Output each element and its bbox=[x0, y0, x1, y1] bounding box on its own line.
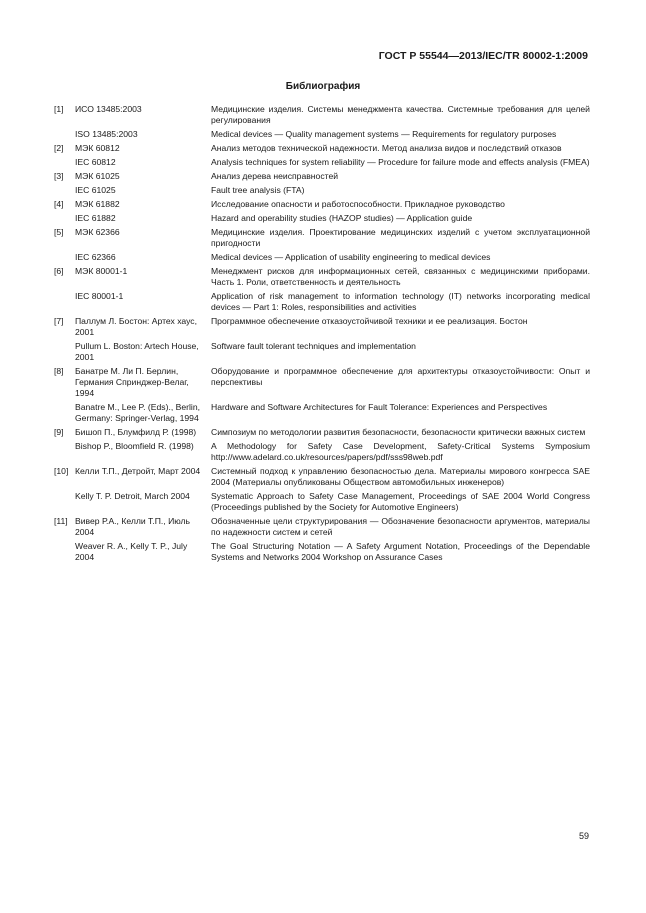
entry-number: [7] bbox=[54, 316, 64, 326]
bibliography-entry bbox=[54, 466, 590, 513]
entry-reference: IEC 61882 bbox=[75, 213, 116, 223]
entry-reference: МЭК 80001-1 bbox=[75, 266, 128, 276]
entry-item bbox=[75, 227, 590, 249]
entry-description: Симпозиум по методологии развития безопасности, безопасности критически важных систем bbox=[211, 427, 586, 437]
entry-description: Systematic Approach to Safety Case Management, Proceedings of SAE 2004 World Congress (Proceedings published by the Society for Automotive Engineers) bbox=[211, 491, 590, 512]
entry-item bbox=[75, 252, 590, 263]
entry-description: Медицинские изделия. Проектирование медицинских изделий с учетом эксплуатационной пригодности bbox=[211, 227, 590, 248]
entry-item bbox=[75, 427, 590, 438]
entry-reference: Паллум Л. Бостон: Артех хаус, 2001 bbox=[75, 316, 197, 337]
entry-item bbox=[75, 171, 590, 182]
entry-description: Medical devices — Quality management systems — Requirements for regulatory purposes bbox=[211, 129, 557, 139]
entry-number: [5] bbox=[54, 227, 64, 237]
entry-number: [4] bbox=[54, 199, 64, 209]
entry-item bbox=[75, 366, 590, 399]
entry-item bbox=[75, 199, 590, 210]
entry-description: Application of risk management to information technology (IT) networks incorporating medical devices — Part 1: Roles, responsibilities and activities bbox=[211, 291, 590, 312]
bibliography-entry bbox=[54, 266, 590, 313]
entry-description: Системный подход к управлению безопасностью дела. Материалы мирового конгресса SAE 2004 (Материалы опубликованы Обществом автомобильных инженеров) bbox=[211, 466, 590, 487]
entry-description: Медицинские изделия. Системы менеджмента качества. Системные требования для целей регулирования bbox=[211, 104, 590, 125]
entry-reference: Bishop P., Bloomfield R. (1998) bbox=[75, 441, 194, 451]
entry-item bbox=[75, 291, 590, 313]
entry-description: Анализ методов технической надежности. Метод анализа видов и последствий отказов bbox=[211, 143, 562, 153]
entry-reference: Pullum L. Boston: Artech House, 2001 bbox=[75, 341, 199, 362]
entry-item bbox=[75, 466, 590, 488]
entry-reference: Бишоп П., Блумфилд Р. (1998) bbox=[75, 427, 197, 437]
entry-reference: IEC 80001-1 bbox=[75, 291, 124, 301]
entry-reference: IEC 62366 bbox=[75, 252, 116, 262]
entry-description: Менеджмент рисков для информационных сетей, связанных с медицинскими приборами. Часть 1. Роли, ответственность и деятельность bbox=[211, 266, 590, 287]
entry-reference: Kelly T. P. Detroit, March 2004 bbox=[75, 491, 190, 501]
entry-description: Программное обеспечение отказоустойчивой техники и ее реализация. Бостон bbox=[211, 316, 528, 326]
entry-item bbox=[75, 213, 590, 224]
entry-item bbox=[75, 143, 590, 154]
entry-description: Fault tree analysis (FTA) bbox=[211, 185, 305, 195]
entry-item bbox=[75, 266, 590, 288]
entry-item bbox=[75, 541, 590, 563]
entry-reference: Banatre M., Lee P. (Eds)., Berlin, Germany: Springer-Verlag, 1994 bbox=[75, 402, 200, 423]
entry-description: Анализ дерева неисправностей bbox=[211, 171, 339, 181]
entry-description: Analysis techniques for system reliability — Procedure for failure mode and effects analysis (FMEA) bbox=[211, 157, 590, 167]
entry-reference: МЭК 61882 bbox=[75, 199, 120, 209]
entry-item bbox=[75, 157, 590, 168]
bibliography-entry bbox=[54, 104, 590, 140]
entry-item bbox=[75, 104, 590, 126]
entry-reference: Банатре М. Ли П. Берлин, Германия Спринджер-Велаг, 1994 bbox=[75, 366, 189, 398]
entry-reference: МЭК 60812 bbox=[75, 143, 120, 153]
entry-reference: Келли Т.П., Детройт, Март 2004 bbox=[75, 466, 201, 476]
entry-description: Hazard and operability studies (HAZOP studies) — Application guide bbox=[211, 213, 473, 223]
entry-item bbox=[75, 441, 590, 463]
entry-reference: МЭК 61025 bbox=[75, 171, 120, 181]
entry-item bbox=[75, 402, 590, 424]
bibliography-entry bbox=[54, 171, 590, 196]
entry-description: A Methodology for Safety Case Development, Safety-Critical Systems Symposium http://www.adelard.co.uk/resources/papers/pdf/sss98web.pdf bbox=[211, 441, 590, 462]
entry-description: Hardware and Software Architectures for Fault Tolerance: Experiences and Perspectives bbox=[211, 402, 548, 412]
entry-reference: ISO 13485:2003 bbox=[75, 129, 138, 139]
entry-number: [10] bbox=[54, 466, 69, 476]
entry-description: Medical devices — Application of usability engineering to medical devices bbox=[211, 252, 491, 262]
bibliography-entry bbox=[54, 516, 590, 563]
entry-number: [9] bbox=[54, 427, 64, 437]
entry-description: Исследование опасности и работоспособности. Прикладное руководство bbox=[211, 199, 505, 209]
bibliography-entry bbox=[54, 366, 590, 424]
bibliography-entry bbox=[54, 316, 590, 363]
bibliography-entry bbox=[54, 143, 590, 168]
entry-reference: Weaver R. A., Kelly T. P., July 2004 bbox=[75, 541, 188, 562]
entry-item bbox=[75, 129, 590, 140]
entry-item bbox=[75, 341, 590, 363]
entry-number: [3] bbox=[54, 171, 64, 181]
page-number: 59 bbox=[578, 831, 589, 841]
entry-item bbox=[75, 316, 590, 338]
entry-description: The Goal Structuring Notation — A Safety Argument Notation, Proceedings of the Dependable Systems and Networks 2004 Workshop on Assurance Cases bbox=[211, 541, 590, 562]
entry-reference: IEC 60812 bbox=[75, 157, 116, 167]
document-header: ГОСТ Р 55544—2013/IEC/TR 80002-1:2009 bbox=[378, 50, 588, 62]
bibliography-list bbox=[54, 104, 590, 566]
bibliography-entry bbox=[54, 199, 590, 224]
entry-item bbox=[75, 185, 590, 196]
entry-number: [11] bbox=[54, 516, 68, 526]
entry-number: [8] bbox=[54, 366, 64, 376]
entry-item bbox=[75, 516, 590, 538]
entry-number: [2] bbox=[54, 143, 64, 153]
entry-item bbox=[75, 491, 590, 513]
bibliography-entry bbox=[54, 227, 590, 263]
entry-reference: Вивер Р.А., Келли Т.П., Июль 2004 bbox=[75, 516, 191, 537]
bibliography-title: Библиография bbox=[285, 81, 361, 92]
entry-number: [6] bbox=[54, 266, 64, 276]
entry-reference: IEC 61025 bbox=[75, 185, 116, 195]
entry-reference: ИСО 13485:2003 bbox=[75, 104, 142, 114]
entry-description: Обозначенные цели структурирования — Обозначение безопасности аргументов, материалы по надежности систем и сетей bbox=[211, 516, 590, 537]
entry-reference: МЭК 62366 bbox=[75, 227, 120, 237]
bibliography-entry bbox=[54, 427, 590, 463]
entry-description: Оборудование и программное обеспечение для архитектуры отказоустойчивости: Опыт и перспективы bbox=[211, 366, 590, 387]
entry-number: [1] bbox=[54, 104, 64, 114]
entry-description: Software fault tolerant techniques and implementation bbox=[211, 341, 416, 351]
